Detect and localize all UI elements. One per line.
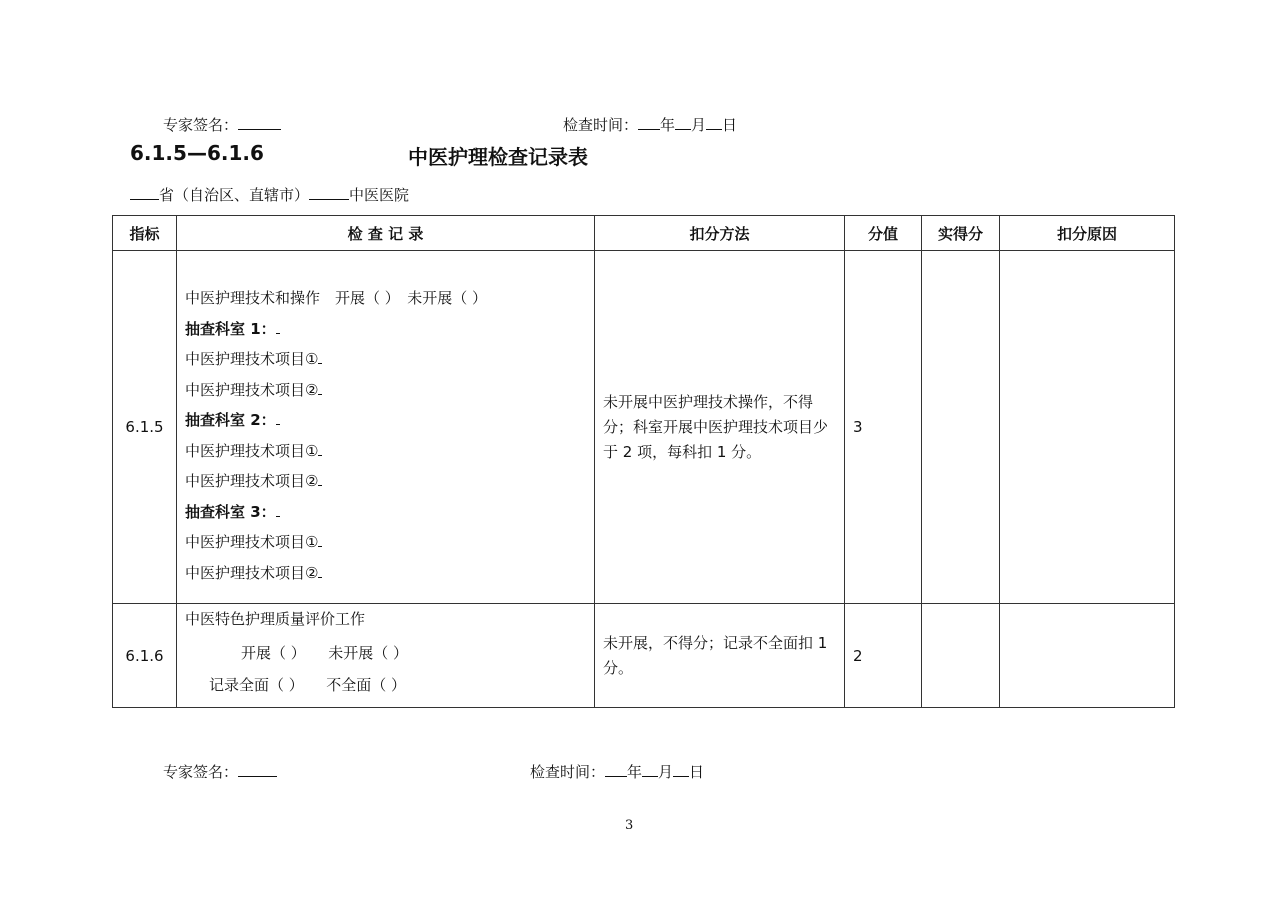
day-label: 日 (722, 116, 738, 134)
signature-label: 专家签名： (163, 116, 239, 134)
time-label: 检查时间： (563, 116, 639, 134)
header-index: 指标 (113, 216, 177, 251)
record-line: 抽查科室 2： (185, 405, 594, 436)
signature-line-top (163, 114, 281, 135)
month-label: 月 (658, 763, 674, 781)
record-line: 开展（ ） 未开展（ ） (241, 644, 409, 662)
record-line: 中医护理技术项目② (185, 558, 594, 589)
row-method: 未开展，不得分；记录不全面扣 1 分。 (595, 604, 845, 708)
month-label: 月 (691, 116, 707, 134)
row-method: 未开展中医护理技术操作，不得分；科室开展中医护理技术项目少于 2 项，每科扣 1 分。 (595, 251, 845, 604)
inspection-time-top (563, 114, 737, 135)
signature-blank (238, 775, 277, 777)
row-record (177, 604, 595, 708)
day-blank (706, 128, 722, 130)
header-reason: 扣分原因 (1000, 216, 1175, 251)
row-deduction-reason (1000, 604, 1175, 708)
day-blank (673, 775, 689, 777)
year-blank (605, 775, 627, 777)
record-line: 抽查科室 1： (185, 314, 594, 345)
inspection-time-bottom (530, 761, 704, 782)
header-record: 检 查 记 录 (177, 216, 595, 251)
record-line: 中医护理技术项目① (185, 344, 594, 375)
province-blank (130, 198, 159, 200)
signature-label: 专家签名： (163, 763, 239, 781)
hospital-blank (309, 198, 349, 200)
header-actual: 实得分 (922, 216, 1000, 251)
time-label: 检查时间： (530, 763, 606, 781)
month-blank (642, 775, 658, 777)
record-line: 抽查科室 3： (185, 497, 594, 528)
hospital-text: 中医医院 (349, 186, 410, 204)
row-deduction-reason (1000, 251, 1175, 604)
record-line: 记录全面（ ） 不全面（ ） (209, 676, 407, 694)
header-score: 分值 (845, 216, 922, 251)
header-method: 扣分方法 (595, 216, 845, 251)
table-row (113, 604, 1175, 708)
row-score: 2 (845, 604, 922, 708)
record-line: 中医护理技术项目① (185, 436, 594, 467)
record-line: 中医特色护理质量评价工作 (185, 610, 366, 628)
table-header-row (113, 216, 1175, 251)
table-row (113, 251, 1175, 604)
month-blank (675, 128, 691, 130)
page-title: 中医护理检查记录表 (408, 145, 588, 169)
year-blank (638, 128, 660, 130)
section-code: 6.1.5—6.1.6 (130, 141, 264, 165)
record-line: 中医护理技术项目① (185, 527, 594, 558)
inspection-table (112, 215, 1175, 708)
row-actual-score (922, 251, 1000, 604)
row-index: 6.1.6 (113, 604, 177, 708)
signature-line-bottom (163, 761, 277, 782)
record-line: 中医护理技术项目② (185, 375, 594, 406)
year-label: 年 (660, 116, 676, 134)
record-line: 中医护理技术项目② (185, 466, 594, 497)
day-label: 日 (689, 763, 705, 781)
record-line: 中医护理技术和操作 开展（ ） 未开展（ ） (185, 289, 488, 307)
province-text: 省（自治区、直辖市） (159, 186, 310, 204)
signature-blank (238, 128, 281, 130)
row-score: 3 (845, 251, 922, 604)
page-number: 3 (625, 818, 634, 833)
province-line (130, 184, 409, 205)
row-record (177, 251, 595, 604)
row-index: 6.1.5 (113, 251, 177, 604)
year-label: 年 (627, 763, 643, 781)
row-actual-score (922, 604, 1000, 708)
